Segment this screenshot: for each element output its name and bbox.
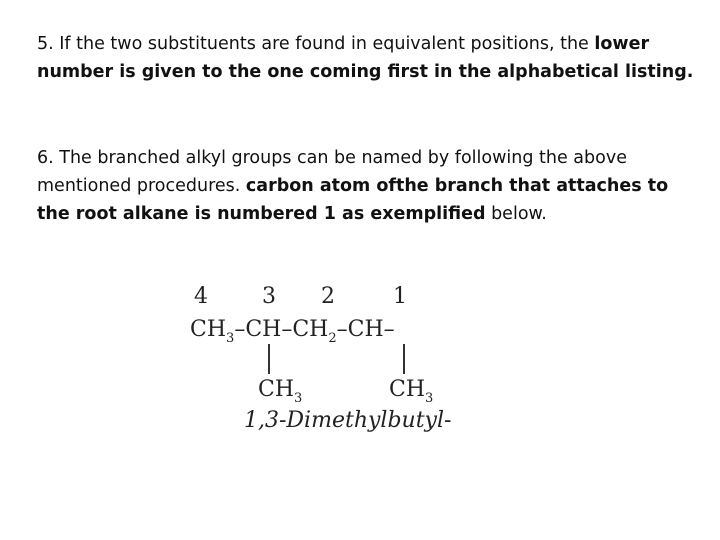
chain-ch-end: –CH– (336, 317, 395, 342)
chain-ch-ch2: –CH–CH (234, 317, 329, 342)
bond-right (403, 344, 405, 374)
compound-name: 1,3-Dimethylbutyl- (244, 408, 452, 433)
chain-sub-3: 3 (226, 331, 235, 346)
main-chain-formula (190, 317, 395, 346)
carbon-number-1: 1 (393, 284, 407, 309)
methyl-left-ch: CH (258, 377, 295, 402)
rule-5-paragraph (37, 30, 697, 86)
rule-6-suffix-text: below. (485, 204, 547, 224)
methyl-right-ch: CH (389, 377, 426, 402)
chain-ch3: CH (190, 317, 227, 342)
rule-6-text: 6. The branched alkyl groups can be named by following the above mentioned procedures. (37, 148, 627, 196)
chain-sub-2: 2 (328, 331, 337, 346)
rule-6-bold-text: carbon atom ofthe branch that attaches to the root alkane is numbered 1 as exemplified (37, 176, 669, 224)
structure-diagram (190, 282, 490, 442)
methyl-left-sub: 3 (294, 391, 303, 406)
carbon-number-4: 4 (194, 284, 208, 309)
carbon-number-2: 2 (321, 284, 335, 309)
methyl-right-sub: 3 (425, 391, 434, 406)
rule-5-bold-text: lower number is given to the one coming first in the alphabetical listing. (37, 34, 694, 82)
methyl-left (258, 377, 303, 406)
rule-5-text: 5. If the two substituents are found in equivalent positions, the (37, 34, 595, 54)
carbon-number-3: 3 (262, 284, 276, 309)
methyl-right (389, 377, 434, 406)
rule-6-paragraph (37, 144, 697, 228)
bond-left (268, 344, 270, 374)
